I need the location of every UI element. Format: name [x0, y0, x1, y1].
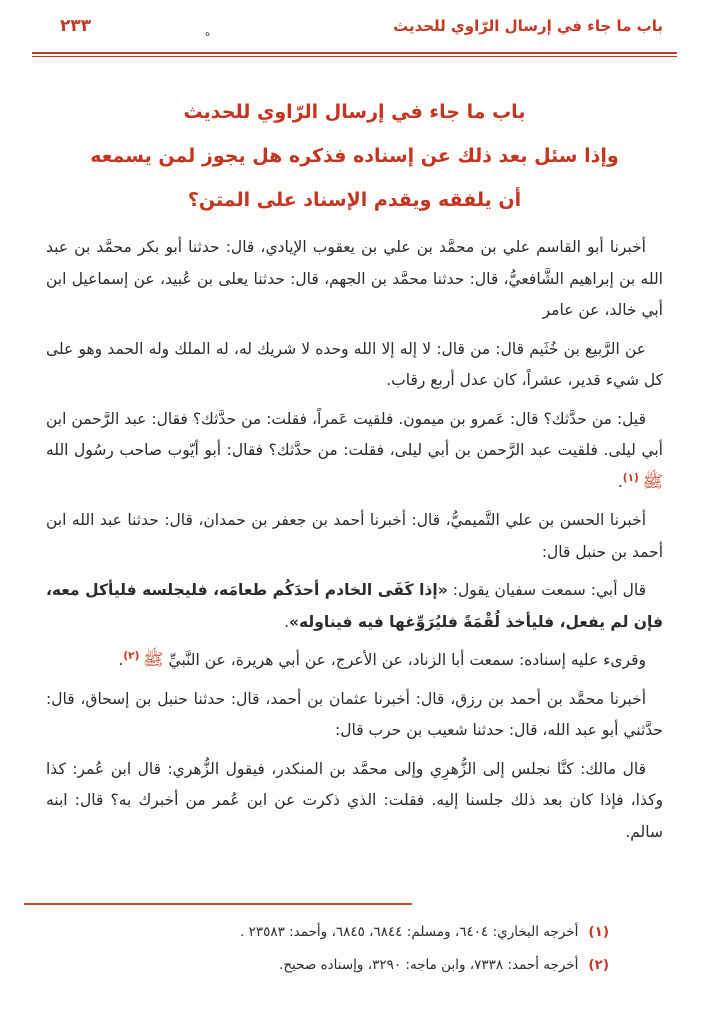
footnote-marker: (٢): [588, 957, 609, 973]
running-header: [60, 16, 663, 36]
section-title: [60, 90, 649, 222]
footnote-marker: (١): [588, 924, 609, 940]
running-chapter-title: باب ما جاء في إرسال الرّاوي للحديث: [393, 17, 663, 35]
footnote-item: [60, 949, 609, 982]
text-segment: أخبرنا الحسن بن علي التَّميميُّ، قال: أخبرنا أحمد بن جعفر بن حمدان، قال: حدثنا عبد الله ابن أحمد بن حنبل قال:: [46, 511, 663, 561]
footnote-text: أخرجه أحمد: ٧٣٣٨، وابن ماجه: ٣٢٩٠، وإسناده صحيح.: [279, 957, 579, 973]
text-segment: قال مالك: كنَّا نجلس إلى الزُّهرِي وإلى محمَّد بن المنكدر، فيقول الزُّهري: قال ابن عُمر: كذا وكذا، فإذا كان بعد ذلك جلسنا إليه. فقلت: الذي ذكرت عن ابن عُمر من أخبرك به؟ قال: ابنه سالم.: [46, 759, 663, 841]
footnote-item: [60, 916, 609, 949]
page-number: ٢٣٣: [60, 16, 92, 36]
body-text: [46, 232, 663, 855]
margin-mark: ه: [205, 28, 211, 39]
paragraph: [46, 505, 663, 568]
footnote-reference: (٢): [123, 649, 144, 662]
paragraph: [46, 645, 663, 677]
paragraph: [46, 404, 663, 499]
text-segment: عن الرَّبيع بن خُثَيم قال: من قال: لا إله إلا الله وحده لا شريك له، له الملك وله الحمد وهو على كل شيء قدير، عشراً، كان عدل أربع رقاب.: [46, 339, 663, 389]
honorific-symbol-icon: ﷺ: [642, 471, 663, 492]
honorific-symbol-icon: ﷺ: [143, 650, 164, 670]
text-segment: قال أبي: سمعت سفيان يقول:: [447, 581, 646, 599]
text-segment: .: [118, 651, 124, 669]
paragraph: [46, 754, 663, 849]
text-segment: أخبرنا محمَّد بن أحمد بن رزق، قال: أخبرنا عثمان بن أحمد، قال: حدثنا حنبل بن إسحاق، قال: حدَّثني أبو عبد الله، قال: حدثنا شعيب بن حرب قال:: [46, 689, 663, 739]
section-title-line: وإذا سئل بعد ذلك عن إسناده فذكره هل يجوز لمن يسمعه: [90, 145, 619, 167]
text-segment: أخبرنا أبو القاسم علي بن محمَّد بن علي بن يعقوب الإيادي، قال: حدثنا أبو بكر محمَّد بن عبد الله بن إبراهيم الشَّافعيُّ، قال: حدثنا محمَّد بن الجهم، قال: حدثنا يعلى بن عُبيد، عن إسماعيل ابن أبي خالد، عن عامر: [46, 238, 663, 319]
text-segment: قيل: من حدَّثك؟ قال: عَمرو بن ميمون. فلقيت عَمراً، فقلت: من حدَّثك؟ فقال: عبد الرَّحمن ابن أبي ليلى. فلقيت عبد الرَّحمن بن أبي ليلى، فقلت: من حدَّثك؟ فقال: أبو أيّوب صاحب رسُول الله: [46, 409, 663, 459]
header-double-rule: [32, 52, 677, 57]
paragraph: [46, 684, 663, 747]
footnote-reference: (١): [622, 471, 643, 484]
section-title-line: باب ما جاء في إرسال الرّاوي للحديث: [183, 101, 526, 123]
text-segment: وقرىء عليه إسناده: سمعت أبا الزناد، عن الأعرج، عن أبي هريرة، عن النَّبيِّ: [163, 651, 646, 669]
paragraph: [46, 232, 663, 327]
text-segment: .: [617, 472, 623, 491]
text-segment: .: [284, 612, 289, 631]
section-title-line: أن يلفقه ويقدم الإسناد على المتن؟: [187, 189, 522, 211]
paragraph: [46, 575, 663, 638]
footnote-text: أخرجه البخاري: ٦٤٠٤، ومسلم: ٦٨٤٤، ٦٨٤٥، وأحمد: ٢٣٥٨٣ .: [239, 924, 579, 940]
text-segment: «إذا كَفَى الخادم أحدَكُم طعامَه، فليجلسه فليأكل معه، فإن لم يفعل، فليأخذ لُقْمَةً فليُرَوِّغها فيه فيناوله»: [46, 581, 663, 631]
paragraph: [46, 334, 663, 397]
footnote-separator-rule: [24, 903, 412, 905]
footnotes: [60, 916, 609, 982]
